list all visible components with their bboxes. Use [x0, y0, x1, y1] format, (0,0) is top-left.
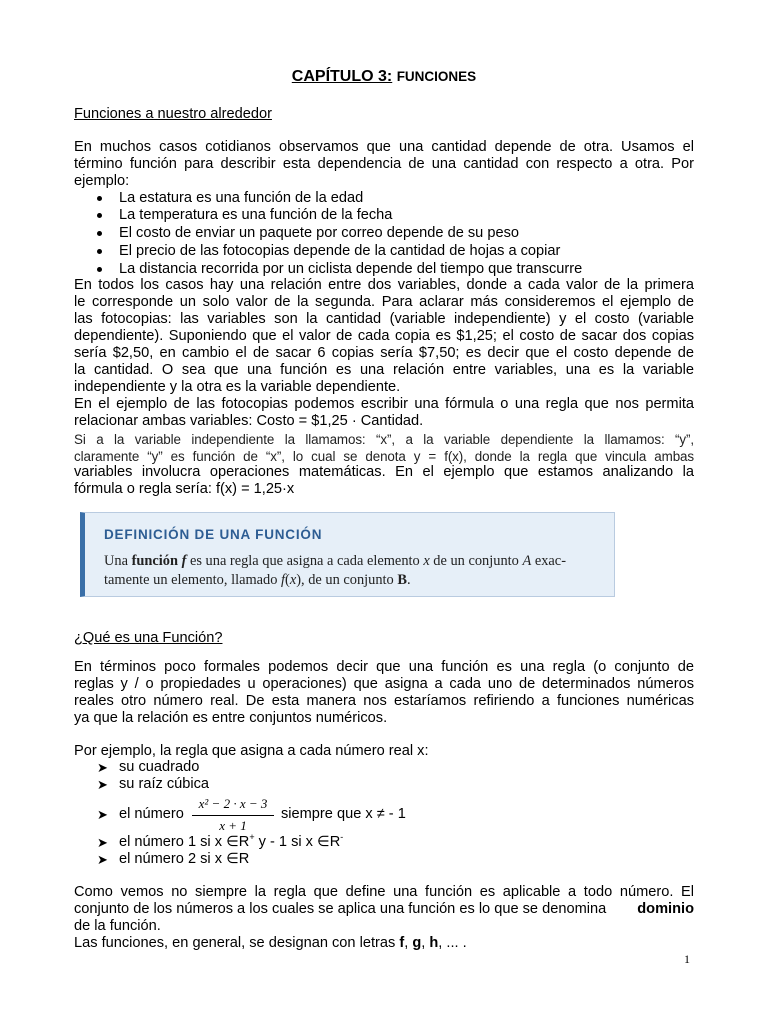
bullet-item: El costo de enviar un paquete por correo depende de su peso	[119, 225, 519, 241]
example-item-condition: siempre que x ≠ - 1	[281, 806, 406, 822]
definition-box	[80, 512, 615, 597]
paragraph-line: Las funciones, en general, se designan con letras f, g, h, ... .	[74, 935, 467, 951]
arrow-bullet-icon: ➤	[97, 852, 108, 867]
arrow-bullet-icon: ➤	[97, 777, 108, 792]
paragraph-line: relacionar ambas variables: Costo = $1,25 · Cantidad.	[74, 413, 424, 429]
paragraph-line: las fotocopias: las variables son la cantidad (variable independiente) y el costo (variable	[74, 311, 694, 327]
bullet-item: La distancia recorrida por un ciclista depende del tiempo que transcurre	[119, 261, 583, 277]
example-item-fraction-label: el número	[119, 806, 184, 822]
paragraph-line: En todos los casos hay una relación entre dos variables, donde a cada valor de la primera	[74, 277, 694, 293]
paragraph-line: sería $2,50, en cambio el de sacar 6 copias sería $7,50; es decir que el costo depende de	[74, 345, 694, 361]
bullet-dot	[96, 244, 104, 252]
bullet-item: El precio de las fotocopias depende de la cantidad de hojas a copiar	[119, 243, 561, 259]
paragraph-line: ejemplo:	[74, 173, 130, 189]
paragraph-line: variables involucra operaciones matemáticas. En el ejemplo que estamos analizando la	[74, 464, 694, 480]
paragraph-line: la cantidad. O sea que una función es una relación entre variables, una es la variable	[74, 362, 694, 378]
example-item: el número 2 si x ∈R	[119, 851, 250, 867]
section-heading-2: ¿Qué es una Función?	[74, 630, 223, 646]
bullet-dot	[96, 262, 104, 270]
fraction-denominator: x + 1	[219, 818, 247, 833]
example-item: su cuadrado	[119, 759, 200, 775]
paragraph-line: claramente “y” es función de “x”, lo cual se denota y = f(x), donde la regla que vincula ambas	[74, 449, 694, 464]
paragraph-line: En muchos casos cotidianos observamos que una cantidad depende de otra. Usamos el	[74, 139, 694, 155]
paragraph-line: término función para describir esta dependencia de una cantidad con respecto a otra. Por	[74, 156, 694, 172]
paragraph-line: reglas y / o propiedades u operaciones) que asigna a cada uno de determinados números	[74, 676, 694, 692]
bullet-dot	[96, 226, 104, 234]
page-number: 1	[684, 952, 690, 966]
paragraph-line: Como vemos no siempre la regla que define una función es aplicable a todo número. El	[74, 884, 694, 900]
paragraph-line: En términos poco formales podemos decir que una función es una regla (o conjunto de	[74, 659, 694, 675]
definition-heading: DEFINICIÓN DE UNA FUNCIÓN	[104, 527, 323, 542]
arrow-bullet-icon: ➤	[97, 807, 108, 822]
example-item: el número 1 si x ∈R+ y - 1 si x ∈R-	[119, 832, 344, 850]
fraction-numerator: x² − 2 · x − 3	[198, 796, 268, 811]
paragraph-line: Si a la variable independiente la llamamos: “x”, a la variable dependiente la llamamos: “y”,	[74, 432, 694, 447]
paragraph-line: conjunto de los números a los cuales se aplica una función es lo que se denomina dominio	[74, 901, 694, 917]
paragraph-line: independiente y la otra es la variable dependiente.	[74, 379, 401, 395]
paragraph-line: fórmula o regla sería: f(x) = 1,25·x	[74, 481, 295, 497]
paragraph-line: ya que la relación es entre conjuntos numéricos.	[74, 710, 388, 726]
paragraph-line: reales otro número real. De esta manera nos estaríamos refiriendo a funciones numéricas	[74, 693, 694, 709]
chapter-title	[0, 68, 768, 86]
bullet-item: La temperatura es una función de la fecha	[119, 207, 393, 223]
bullet-dot	[96, 191, 104, 199]
example-intro: Por ejemplo, la regla que asigna a cada número real x:	[74, 743, 429, 759]
paragraph-line: le corresponde un solo valor de la segunda. Para aclarar más consideremos el ejemplo de	[74, 294, 694, 310]
definition-line-2: tamente un elemento, llamado f(x), de un conjunto B.	[104, 572, 411, 588]
arrow-bullet-icon: ➤	[97, 760, 108, 775]
paragraph-line: En el ejemplo de las fotocopias podemos escribir una fórmula o una regla que nos permita	[74, 396, 694, 412]
definition-line-1: Una función f es una regla que asigna a cada elemento x de un conjunto A exac-	[104, 553, 566, 569]
chapter-title-main: CAPÍTULO 3:	[291, 68, 393, 85]
section-heading-1: Funciones a nuestro alrededor	[74, 106, 272, 122]
paragraph-line: de la función.	[74, 918, 161, 934]
bullet-dot	[96, 208, 104, 216]
paragraph-line: dependiente). Suponiendo que el valor de cada copia es $1,25; el costo de sacar dos copias	[74, 328, 694, 344]
bullet-item: La estatura es una función de la edad	[119, 190, 364, 206]
fraction-bar	[192, 815, 274, 816]
chapter-title-sub: FUNCIONES	[396, 69, 477, 84]
arrow-bullet-icon: ➤	[97, 835, 108, 850]
example-item: su raíz cúbica	[119, 776, 210, 792]
